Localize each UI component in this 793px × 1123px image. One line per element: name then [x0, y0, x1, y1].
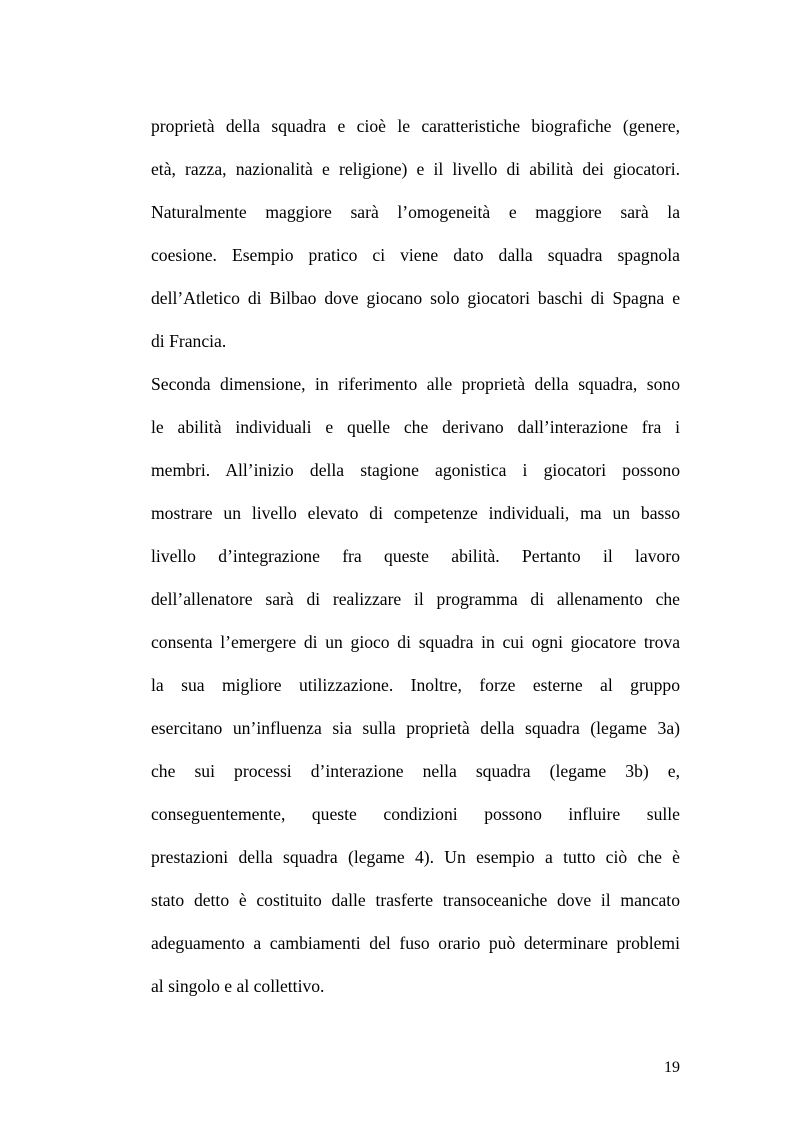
body-text-line: dell’allenatore sarà di realizzare il programma di allenamento che: [151, 589, 680, 609]
page-number: 19: [664, 1059, 680, 1076]
body-text-line: esercitano un’influenza sia sulla proprietà della squadra (legame 3a): [151, 718, 680, 738]
body-text-line: conseguentemente, queste condizioni possono influire sulle: [151, 804, 680, 824]
body-text-line: al singolo e al collettivo.: [151, 976, 325, 996]
body-text-line: consenta l’emergere di un gioco di squadra in cui ogni giocatore trova: [151, 632, 680, 652]
body-text-line: proprietà della squadra e cioè le caratteristiche biografiche (genere,: [151, 116, 680, 136]
body-text-line: Seconda dimensione, in riferimento alle proprietà della squadra, sono: [151, 374, 680, 394]
body-text-line: dell’Atletico di Bilbao dove giocano solo giocatori baschi di Spagna e: [151, 288, 680, 308]
body-text-line: mostrare un livello elevato di competenze individuali, ma un basso: [151, 503, 680, 523]
body-text-line: le abilità individuali e quelle che derivano dall’interazione fra i: [151, 417, 680, 437]
body-text-line: membri. All’inizio della stagione agonistica i giocatori possono: [151, 460, 680, 480]
body-text-line: coesione. Esempio pratico ci viene dato dalla squadra spagnola: [151, 245, 680, 265]
body-text-line: età, razza, nazionalità e religione) e il livello di abilità dei giocatori.: [151, 159, 680, 179]
body-text-line: adeguamento a cambiamenti del fuso orario può determinare problemi: [151, 933, 680, 953]
body-text-line: livello d’integrazione fra queste abilità. Pertanto il lavoro: [151, 546, 680, 566]
body-text-line: di Francia.: [151, 331, 227, 351]
body-text-line: stato detto è costituito dalle trasferte transoceaniche dove il mancato: [151, 890, 680, 910]
body-text-line: prestazioni della squadra (legame 4). Un esempio a tutto ciò che è: [151, 847, 680, 867]
body-text-line: che sui processi d’interazione nella squadra (legame 3b) e,: [151, 761, 680, 781]
body-text-line: la sua migliore utilizzazione. Inoltre, forze esterne al gruppo: [151, 675, 680, 695]
body-text-line: Naturalmente maggiore sarà l’omogeneità e maggiore sarà la: [151, 202, 680, 222]
